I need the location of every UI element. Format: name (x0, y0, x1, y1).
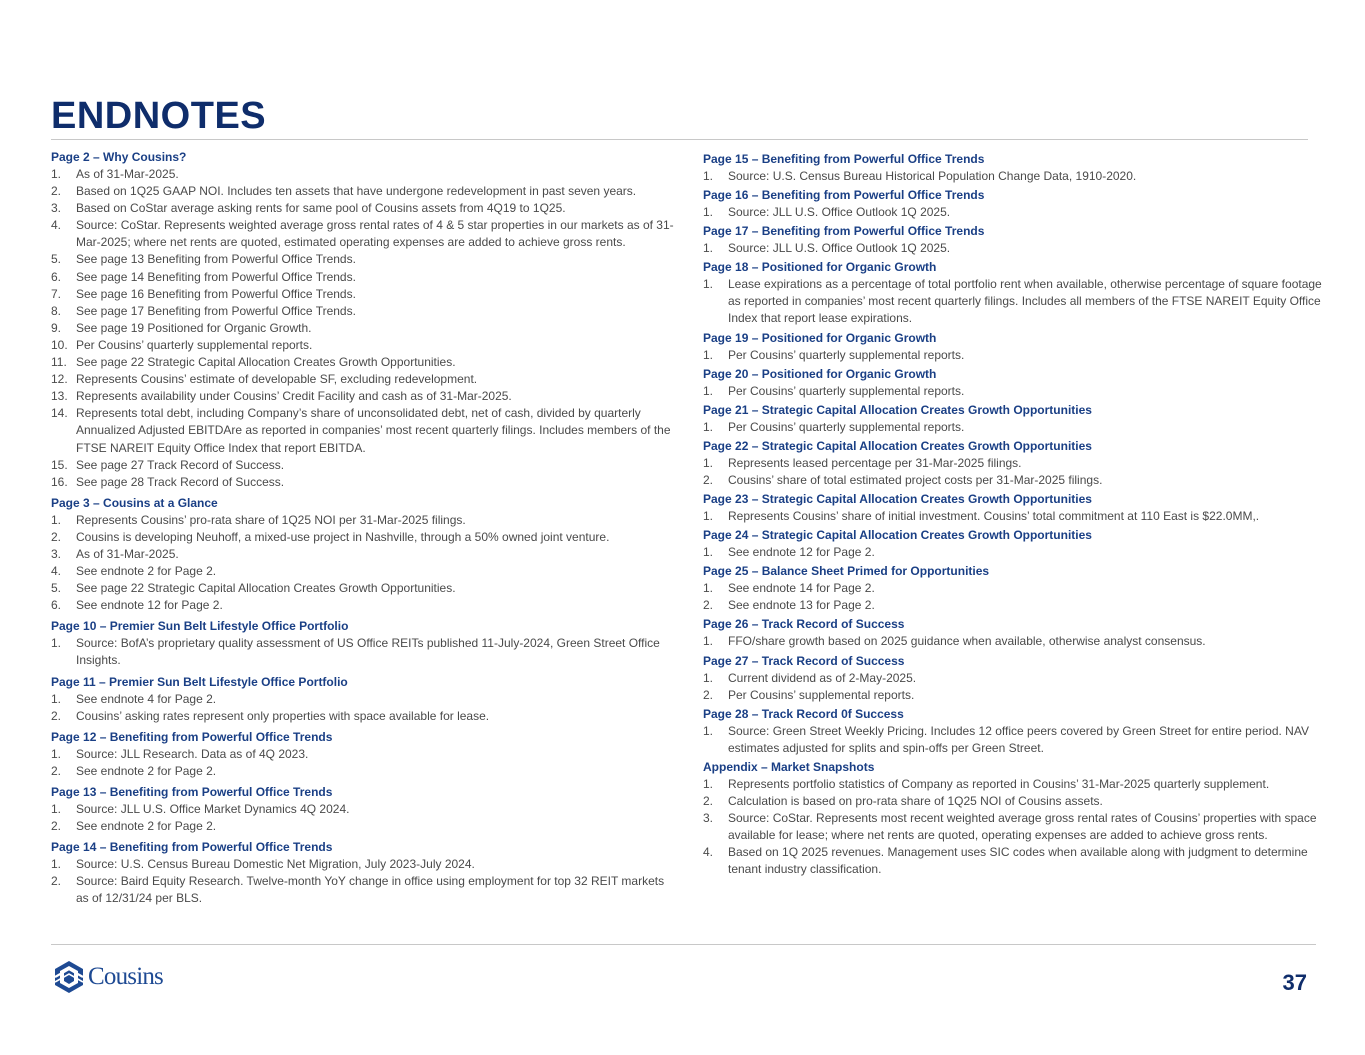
endnote-item (703, 776, 1323, 793)
endnote-item (703, 723, 1323, 757)
endnote-text: See endnote 13 for Page 2. (728, 598, 875, 613)
endnote-text: Source: Green Street Weekly Pricing. Includes 12 office peers covered by Green Street for entire period. NAV estimates adjusted for splits and spin-offs per Green Street. (728, 723, 1309, 755)
endnote-text: Cousins’ share of total estimated project costs per 31-Mar-2025 filings. (728, 472, 1103, 487)
endnote-text: Source: CoStar. Represents weighted average gross rental rates of 4 & 5 star properties in our markets as of 31-Mar-2025; where net rents are quoted, estimated operating expenses are added to achieve gross rents. (76, 218, 674, 250)
endnote-number: 2. (51, 874, 62, 889)
endnote-number: 1. (51, 801, 62, 816)
endnote-item (51, 801, 676, 818)
endnote-section-heading: Appendix – Market Snapshots (703, 759, 875, 774)
endnote-text: Source: JLL U.S. Office Outlook 1Q 2025. (728, 205, 951, 220)
endnote-list (703, 723, 1323, 757)
endnote-list (51, 856, 676, 907)
endnote-number: 1. (703, 545, 714, 560)
endnote-number: 1. (703, 776, 714, 791)
endnote-item (51, 200, 676, 217)
footer-divider (51, 944, 1316, 945)
endnote-list (51, 166, 676, 491)
endnote-text: Per Cousins’ quarterly supplemental reports. (728, 419, 965, 434)
endnote-number: 2. (703, 793, 714, 808)
endnote-item (51, 251, 676, 268)
endnote-section-heading: Page 25 – Balance Sheet Primed for Opportunities (703, 564, 990, 579)
endnote-section (703, 223, 1323, 257)
endnote-item (703, 580, 1323, 597)
endnote-item (51, 303, 676, 320)
company-logo (52, 960, 163, 994)
endnote-text: As of 31-Mar-2025. (76, 546, 179, 561)
endnote-text: Represents total debt, including Company’s share of unconsolidated debt, net of cash, divided by quarterly Annualized Adjusted EBITDAre as reported in companies’ most recent quarterly filings. Includes members of the FTSE NAREIT Equity Office Index that report EBITDA. (76, 406, 671, 455)
endnote-list (703, 204, 1323, 221)
endnote-item (51, 388, 676, 405)
endnote-section-heading: Page 18 – Positioned for Organic Growth (703, 260, 937, 275)
endnote-item (51, 597, 676, 614)
endnote-item (703, 347, 1323, 364)
endnote-section-heading: Page 22 – Strategic Capital Allocation Creates Growth Opportunities (703, 438, 1092, 453)
page-number: 37 (1282, 970, 1307, 995)
endnote-section (703, 259, 1323, 327)
endnote-text: Represents Cousins’ pro-rata share of 1Q25 NOI per 31-Mar-2025 filings. (76, 512, 466, 527)
endnote-section (51, 839, 676, 907)
endnote-text: See page 27 Track Record of Success. (76, 457, 285, 472)
endnote-item (703, 597, 1323, 614)
endnote-list (703, 508, 1323, 525)
endnote-text: Per Cousins’ supplemental reports. (728, 687, 915, 702)
endnote-item (51, 405, 676, 456)
endnote-text: See endnote 12 for Page 2. (76, 598, 223, 613)
endnote-number: 6. (51, 269, 62, 284)
endnote-number: 2. (51, 708, 62, 723)
endnote-text: See page 16 Benefiting from Powerful Office Trends. (76, 286, 356, 301)
endnote-number: 8. (51, 303, 62, 318)
endnote-item (703, 204, 1323, 221)
endnote-number: 1. (51, 512, 62, 527)
endnote-list (703, 455, 1323, 489)
endnote-section (703, 366, 1323, 400)
endnote-item (703, 455, 1323, 472)
endnote-section-heading: Page 24 – Strategic Capital Allocation Creates Growth Opportunities (703, 528, 1092, 543)
endnote-section-heading: Page 28 – Track Record 0f Success (703, 706, 904, 721)
endnote-number: 9. (51, 320, 62, 335)
endnote-section-heading: Page 14 – Benefiting from Powerful Office Trends (51, 840, 333, 855)
endnote-number: 1. (51, 857, 62, 872)
endnotes-left-column (51, 149, 676, 907)
endnote-item (51, 457, 676, 474)
endnote-item (51, 546, 676, 563)
endnote-number: 13. (51, 389, 68, 404)
endnote-item (703, 810, 1323, 844)
endnote-number: 1. (703, 347, 714, 362)
endnote-number: 1. (51, 636, 62, 651)
endnote-number: 5. (51, 252, 62, 267)
endnote-section (703, 402, 1323, 436)
endnote-list (51, 512, 676, 615)
endnote-number: 2. (703, 598, 714, 613)
endnote-text: See page 19 Positioned for Organic Growth. (76, 320, 312, 335)
endnote-number: 16. (51, 474, 68, 489)
endnote-number: 1. (703, 383, 714, 398)
endnote-text: Per Cousins’ quarterly supplemental reports. (728, 383, 965, 398)
endnote-number: 2. (703, 472, 714, 487)
endnote-item (51, 529, 676, 546)
endnote-section (703, 438, 1323, 489)
endnote-text: Lease expirations as a percentage of total portfolio rent when available, otherwise percentage of square footage as reported in companies’ most recent quarterly filings. Includes all members of the FTSE NAREIT Equity Office Index that report lease expirations. (728, 277, 1322, 326)
endnote-section-heading: Page 19 – Positioned for Organic Growth (703, 330, 937, 345)
endnote-section-heading: Page 23 – Strategic Capital Allocation Creates Growth Opportunities (703, 492, 1092, 507)
endnote-text: Calculation is based on pro-rata share of 1Q25 NOI of Cousins assets. (728, 793, 1103, 808)
endnote-item (703, 276, 1323, 327)
endnote-section (703, 759, 1323, 879)
endnote-item (51, 873, 676, 907)
endnote-text: Represents Cousins’ share of initial investment. Cousins’ total commitment at 110 East is $22.0MM,. (728, 509, 1260, 524)
logo-wordmark: Cousins (88, 963, 163, 990)
endnote-section-heading: Page 26 – Track Record of Success (703, 617, 905, 632)
endnote-number: 15. (51, 457, 68, 472)
endnote-item (51, 166, 676, 183)
endnote-text: Current dividend as of 2-May-2025. (728, 670, 917, 685)
endnote-text: See page 22 Strategic Capital Allocation Creates Growth Opportunities. (76, 581, 456, 596)
endnote-number: 1. (703, 455, 714, 470)
endnote-number: 4. (51, 564, 62, 579)
endnote-list (703, 240, 1323, 257)
endnote-text: Source: BofA’s proprietary quality assessment of US Office REITs published 11-July-2024, Green Street Office Insights. (76, 636, 660, 668)
endnote-item (703, 383, 1323, 400)
endnote-item (703, 687, 1323, 704)
endnote-number: 1. (51, 691, 62, 706)
endnote-number: 2. (51, 529, 62, 544)
endnote-item (51, 708, 676, 725)
endnote-number: 1. (703, 419, 714, 434)
endnote-number: 1. (703, 634, 714, 649)
endnote-list (703, 347, 1323, 364)
endnote-list (703, 670, 1323, 704)
endnote-section-heading: Page 11 – Premier Sun Belt Lifestyle Office Portfolio (51, 674, 348, 689)
endnote-number: 3. (703, 811, 714, 826)
endnote-item (51, 691, 676, 708)
endnote-item (51, 371, 676, 388)
endnote-text: Source: CoStar. Represents most recent weighted average gross rental rates of Cousins’ properties with space available for lease; where net rents are quoted, operating expenses are added to achieve gross rents. (728, 811, 1317, 843)
endnote-section (703, 563, 1323, 614)
endnote-item (51, 320, 676, 337)
endnote-section (51, 729, 676, 780)
endnote-number: 2. (51, 184, 62, 199)
endnote-list (51, 801, 676, 835)
endnote-number: 2. (51, 819, 62, 833)
endnote-section (703, 616, 1323, 650)
endnote-section (51, 674, 676, 725)
endnote-item (703, 670, 1323, 687)
endnote-section-heading: Page 10 – Premier Sun Belt Lifestyle Office Portfolio (51, 619, 349, 634)
endnote-item (51, 563, 676, 580)
endnote-section (51, 495, 676, 615)
endnote-section-heading: Page 21 – Strategic Capital Allocation Creates Growth Opportunities (703, 402, 1092, 417)
endnote-list (703, 544, 1323, 561)
endnote-section-heading: Page 16 – Benefiting from Powerful Office Trends (703, 188, 985, 203)
endnote-list (703, 419, 1323, 436)
endnote-item (51, 217, 676, 251)
endnote-number: 1. (703, 723, 714, 738)
endnote-item (51, 354, 676, 371)
endnote-text: See endnote 4 for Page 2. (76, 691, 217, 706)
endnote-item (51, 474, 676, 491)
endnote-item (703, 844, 1323, 878)
endnote-section (703, 653, 1323, 704)
endnote-section-heading: Page 2 – Why Cousins? (51, 150, 187, 164)
endnote-text: See endnote 2 for Page 2. (76, 763, 217, 778)
endnote-text: See endnote 14 for Page 2. (728, 581, 875, 596)
endnote-number: 7. (51, 286, 62, 301)
endnote-item (51, 337, 676, 354)
endnote-number: 1. (703, 670, 714, 685)
endnote-number: 12. (51, 372, 68, 387)
endnote-section (703, 706, 1323, 757)
endnote-number: 4. (51, 218, 62, 233)
endnote-number: 1. (51, 746, 62, 761)
endnote-number: 11. (51, 355, 67, 370)
endnote-section-heading: Page 15 – Benefiting from Powerful Office Trends (703, 152, 985, 166)
endnote-item (51, 286, 676, 303)
endnote-item (703, 508, 1323, 525)
endnote-number: 3. (51, 546, 62, 561)
title-divider (51, 139, 1308, 140)
endnote-text: Source: JLL Research. Data as of 4Q 2023. (76, 746, 309, 761)
endnote-text: Per Cousins’ quarterly supplemental reports. (728, 347, 965, 362)
endnote-text: Represents leased percentage per 31-Mar-2025 filings. (728, 455, 1022, 470)
endnote-section (51, 618, 676, 669)
endnote-number: 2. (51, 763, 62, 778)
endnote-text: Represents portfolio statistics of Company as reported in Cousins’ 31-Mar-2025 quarterly supplement. (728, 776, 1270, 791)
endnote-number: 14. (51, 406, 68, 421)
endnote-list (703, 276, 1323, 327)
endnote-item (51, 269, 676, 286)
endnote-text: Cousins’ asking rates represent only properties with space available for lease. (76, 708, 490, 723)
endnote-number: 1. (51, 167, 62, 181)
endnote-text: Represents availability under Cousins’ Credit Facility and cash as of 31-Mar-2025. (76, 389, 512, 404)
endnote-section-heading: Page 20 – Positioned for Organic Growth (703, 366, 937, 381)
endnote-list (703, 580, 1323, 614)
endnote-text: Based on 1Q 2025 revenues. Management uses SIC codes when available along with judgment to determine tenant industry classification. (728, 845, 1308, 877)
endnote-text: See page 17 Benefiting from Powerful Office Trends. (76, 303, 356, 318)
endnote-text: See page 13 Benefiting from Powerful Office Trends. (76, 252, 356, 267)
endnote-section-heading: Page 3 – Cousins at a Glance (51, 495, 218, 510)
endnote-text: See endnote 2 for Page 2. (76, 819, 217, 833)
endnote-section-heading: Page 17 – Benefiting from Powerful Office Trends (703, 224, 985, 239)
endnote-section (703, 491, 1323, 525)
endnote-item (51, 856, 676, 873)
endnote-item (703, 793, 1323, 810)
endnote-number: 4. (703, 845, 714, 860)
endnote-text: FFO/share growth based on 2025 guidance when available, otherwise analyst consensus. (728, 634, 1206, 649)
endnote-number: 1. (703, 241, 714, 256)
endnote-text: Based on CoStar average asking rents for same pool of Cousins assets from 4Q19 to 1Q25. (76, 201, 566, 216)
endnote-item (703, 168, 1323, 185)
endnote-number: 1. (703, 169, 714, 183)
endnote-section (51, 784, 676, 835)
endnote-text: See endnote 2 for Page 2. (76, 564, 217, 579)
endnote-text: See page 28 Track Record of Success. (76, 474, 285, 489)
endnote-item (703, 472, 1323, 489)
endnote-text: Source: JLL U.S. Office Market Dynamics 4Q 2024. (76, 801, 350, 816)
endnote-item (703, 544, 1323, 561)
endnote-item (51, 818, 676, 835)
endnote-text: Source: Baird Equity Research. Twelve-month YoY change in office using employment for top 32 REIT markets as of 12/31/24 per BLS. (76, 874, 665, 906)
endnote-number: 1. (703, 205, 714, 220)
endnote-section (703, 151, 1323, 185)
endnote-section (51, 149, 676, 491)
endnote-item (51, 635, 676, 669)
endnote-item (51, 763, 676, 780)
endnote-section (703, 527, 1323, 561)
endnote-item (51, 746, 676, 763)
endnote-item (703, 419, 1323, 436)
endnote-number: 1. (703, 581, 714, 596)
endnote-number: 5. (51, 581, 62, 596)
cousins-mark-icon (52, 960, 86, 994)
endnote-number: 10. (51, 337, 68, 352)
endnote-list (703, 168, 1323, 185)
endnote-section-heading: Page 13 – Benefiting from Powerful Office Trends (51, 784, 333, 799)
endnote-text: Cousins is developing Neuhoff, a mixed-use project in Nashville, through a 50% owned joint venture. (76, 529, 610, 544)
endnote-section (703, 187, 1323, 221)
endnote-list (51, 635, 676, 669)
endnotes-right-column (703, 151, 1323, 878)
endnote-text: Based on 1Q25 GAAP NOI. Includes ten assets that have undergone redevelopment in past seven years. (76, 184, 637, 199)
endnote-text: Source: JLL U.S. Office Outlook 1Q 2025. (728, 241, 951, 256)
endnote-item (51, 512, 676, 529)
endnote-section-heading: Page 27 – Track Record of Success (703, 653, 905, 668)
page-title: ENDNOTES (51, 95, 267, 137)
endnote-list (51, 746, 676, 780)
endnote-number: 2. (703, 687, 714, 702)
endnote-list (703, 383, 1323, 400)
endnote-item (703, 240, 1323, 257)
endnote-list (703, 633, 1323, 650)
endnote-list (51, 691, 676, 725)
endnote-number: 1. (703, 277, 714, 292)
endnote-item (703, 633, 1323, 650)
endnote-text: Represents Cousins’ estimate of developable SF, excluding redevelopment. (76, 372, 478, 387)
endnote-item (51, 580, 676, 597)
endnote-text: Per Cousins’ quarterly supplemental reports. (76, 337, 313, 352)
endnote-text: Source: U.S. Census Bureau Historical Population Change Data, 1910-2020. (728, 169, 1137, 183)
endnote-text: As of 31-Mar-2025. (76, 167, 179, 181)
endnote-section (703, 330, 1323, 364)
endnote-list (703, 776, 1323, 879)
endnote-item (51, 183, 676, 200)
endnote-text: See page 22 Strategic Capital Allocation Creates Growth Opportunities. (76, 355, 456, 370)
endnote-text: Source: U.S. Census Bureau Domestic Net Migration, July 2023-July 2024. (76, 857, 475, 872)
endnote-number: 6. (51, 598, 62, 613)
endnote-text: See endnote 12 for Page 2. (728, 545, 875, 560)
endnote-section-heading: Page 12 – Benefiting from Powerful Office Trends (51, 729, 333, 744)
endnote-number: 3. (51, 201, 62, 216)
endnote-text: See page 14 Benefiting from Powerful Office Trends. (76, 269, 356, 284)
endnote-number: 1. (703, 509, 714, 524)
